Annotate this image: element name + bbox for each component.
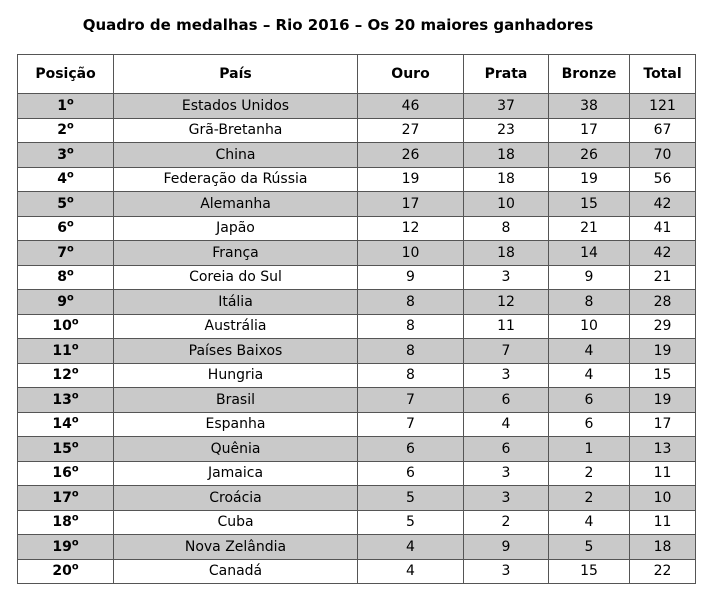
table-row [18, 241, 696, 266]
ordinal-indicator: o [67, 243, 74, 255]
cell-ouro: 4 [358, 559, 464, 584]
table-header [18, 55, 696, 94]
cell-prata: 7 [464, 339, 549, 364]
cell-prata: 37 [464, 94, 549, 119]
cell-bronze: 19 [549, 167, 630, 192]
cell-pais: Cuba [114, 510, 358, 535]
cell-ouro: 27 [358, 118, 464, 143]
cell-posicao [18, 265, 114, 290]
cell-prata: 23 [464, 118, 549, 143]
cell-pais: Brasil [114, 388, 358, 413]
ordinal-indicator: o [71, 463, 79, 475]
cell-total: 67 [630, 118, 696, 143]
cell-ouro: 9 [358, 265, 464, 290]
table-title: Quadro de medalhas – Rio 2016 – Os 20 maiores ganhadores [82, 16, 594, 34]
cell-posicao [18, 118, 114, 143]
cell-total: 29 [630, 314, 696, 339]
cell-bronze: 6 [549, 412, 630, 437]
cell-bronze: 5 [549, 535, 630, 560]
cell-bronze: 10 [549, 314, 630, 339]
cell-total: 70 [630, 143, 696, 168]
cell-ouro: 5 [358, 510, 464, 535]
cell-posicao [18, 290, 114, 315]
cell-total: 11 [630, 510, 696, 535]
table-row [18, 510, 696, 535]
cell-pais: Grã-Bretanha [114, 118, 358, 143]
cell-posicao [18, 363, 114, 388]
position-number: 14 [52, 416, 72, 433]
table-row [18, 388, 696, 413]
cell-prata: 9 [464, 535, 549, 560]
cell-ouro: 5 [358, 486, 464, 511]
cell-posicao [18, 486, 114, 511]
table-row [18, 216, 696, 241]
cell-ouro: 8 [358, 339, 464, 364]
ordinal-indicator: o [67, 292, 74, 304]
cell-total: 19 [630, 388, 696, 413]
ordinal-indicator: o [71, 341, 79, 353]
position-number: 11 [52, 342, 72, 359]
table-row [18, 363, 696, 388]
ordinal-indicator: o [67, 96, 74, 108]
cell-posicao [18, 167, 114, 192]
cell-total: 17 [630, 412, 696, 437]
cell-posicao [18, 535, 114, 560]
cell-posicao [18, 510, 114, 535]
cell-bronze: 21 [549, 216, 630, 241]
header-row [18, 55, 696, 94]
cell-pais: Alemanha [114, 192, 358, 217]
cell-prata: 3 [464, 559, 549, 584]
table-row [18, 192, 696, 217]
position-number: 1 [57, 97, 67, 114]
cell-bronze: 8 [549, 290, 630, 315]
table-body [18, 94, 696, 584]
cell-posicao [18, 412, 114, 437]
cell-total: 11 [630, 461, 696, 486]
cell-total: 42 [630, 241, 696, 266]
position-number: 2 [57, 122, 67, 139]
table-row [18, 265, 696, 290]
cell-total: 15 [630, 363, 696, 388]
cell-ouro: 19 [358, 167, 464, 192]
cell-prata: 3 [464, 265, 549, 290]
ordinal-indicator: o [71, 488, 79, 500]
table-row [18, 437, 696, 462]
cell-total: 121 [630, 94, 696, 119]
cell-total: 42 [630, 192, 696, 217]
cell-bronze: 14 [549, 241, 630, 266]
cell-posicao [18, 388, 114, 413]
cell-ouro: 12 [358, 216, 464, 241]
cell-pais: Estados Unidos [114, 94, 358, 119]
ordinal-indicator: o [71, 537, 79, 549]
cell-ouro: 17 [358, 192, 464, 217]
cell-bronze: 9 [549, 265, 630, 290]
ordinal-indicator: o [71, 365, 79, 377]
cell-bronze: 4 [549, 510, 630, 535]
ordinal-indicator: o [71, 390, 79, 402]
table-row [18, 290, 696, 315]
ordinal-indicator: o [71, 316, 79, 328]
cell-ouro: 10 [358, 241, 464, 266]
cell-prata: 8 [464, 216, 549, 241]
cell-total: 22 [630, 559, 696, 584]
cell-total: 28 [630, 290, 696, 315]
cell-posicao [18, 192, 114, 217]
table-row [18, 486, 696, 511]
cell-bronze: 4 [549, 363, 630, 388]
cell-total: 13 [630, 437, 696, 462]
cell-prata: 6 [464, 437, 549, 462]
cell-posicao [18, 94, 114, 119]
ordinal-indicator: o [67, 267, 74, 279]
cell-bronze: 2 [549, 461, 630, 486]
cell-prata: 12 [464, 290, 549, 315]
cell-ouro: 8 [358, 290, 464, 315]
position-number: 8 [57, 269, 67, 286]
cell-pais: Hungria [114, 363, 358, 388]
ordinal-indicator: o [67, 120, 74, 132]
cell-bronze: 6 [549, 388, 630, 413]
position-number: 12 [52, 367, 72, 384]
table-row [18, 143, 696, 168]
position-number: 15 [52, 440, 72, 457]
ordinal-indicator: o [71, 561, 79, 573]
table-row [18, 94, 696, 119]
cell-posicao [18, 559, 114, 584]
cell-pais: Canadá [114, 559, 358, 584]
cell-total: 19 [630, 339, 696, 364]
cell-pais: Quênia [114, 437, 358, 462]
cell-ouro: 7 [358, 388, 464, 413]
header-posicao: Posição [18, 55, 114, 94]
cell-prata: 4 [464, 412, 549, 437]
cell-bronze: 15 [549, 192, 630, 217]
cell-total: 41 [630, 216, 696, 241]
cell-posicao [18, 241, 114, 266]
ordinal-indicator: o [71, 512, 79, 524]
cell-prata: 3 [464, 461, 549, 486]
position-number: 3 [57, 146, 67, 163]
cell-prata: 18 [464, 167, 549, 192]
cell-posicao [18, 339, 114, 364]
cell-posicao [18, 143, 114, 168]
position-number: 4 [57, 171, 67, 188]
cell-pais: Federação da Rússia [114, 167, 358, 192]
position-number: 5 [57, 195, 67, 212]
ordinal-indicator: o [67, 218, 74, 230]
position-number: 10 [52, 318, 72, 335]
cell-pais: Itália [114, 290, 358, 315]
cell-ouro: 8 [358, 314, 464, 339]
position-number: 17 [52, 489, 72, 506]
cell-prata: 18 [464, 241, 549, 266]
cell-posicao [18, 461, 114, 486]
cell-prata: 6 [464, 388, 549, 413]
header-total: Total [630, 55, 696, 94]
cell-pais: Jamaica [114, 461, 358, 486]
cell-total: 18 [630, 535, 696, 560]
position-number: 18 [52, 514, 72, 531]
cell-pais: China [114, 143, 358, 168]
position-number: 16 [52, 465, 72, 482]
table-row [18, 559, 696, 584]
cell-pais: Coreia do Sul [114, 265, 358, 290]
cell-prata: 11 [464, 314, 549, 339]
table-row [18, 412, 696, 437]
table-row [18, 167, 696, 192]
ordinal-indicator: o [67, 145, 74, 157]
cell-ouro: 26 [358, 143, 464, 168]
cell-ouro: 46 [358, 94, 464, 119]
ordinal-indicator: o [67, 194, 74, 206]
cell-total: 10 [630, 486, 696, 511]
header-ouro: Ouro [358, 55, 464, 94]
ordinal-indicator: o [71, 439, 79, 451]
position-number: 19 [52, 538, 72, 555]
table-row [18, 118, 696, 143]
cell-pais: Japão [114, 216, 358, 241]
cell-bronze: 26 [549, 143, 630, 168]
cell-bronze: 38 [549, 94, 630, 119]
cell-prata: 2 [464, 510, 549, 535]
cell-ouro: 6 [358, 461, 464, 486]
cell-posicao [18, 437, 114, 462]
cell-bronze: 4 [549, 339, 630, 364]
position-number: 13 [52, 391, 72, 408]
cell-pais: Croácia [114, 486, 358, 511]
cell-pais: Nova Zelândia [114, 535, 358, 560]
cell-pais: Austrália [114, 314, 358, 339]
position-number: 7 [57, 244, 67, 261]
cell-bronze: 15 [549, 559, 630, 584]
cell-bronze: 17 [549, 118, 630, 143]
cell-total: 21 [630, 265, 696, 290]
header-bronze: Bronze [549, 55, 630, 94]
ordinal-indicator: o [67, 169, 74, 181]
cell-prata: 3 [464, 363, 549, 388]
cell-ouro: 7 [358, 412, 464, 437]
cell-prata: 10 [464, 192, 549, 217]
cell-ouro: 6 [358, 437, 464, 462]
cell-total: 56 [630, 167, 696, 192]
cell-ouro: 8 [358, 363, 464, 388]
table-row [18, 461, 696, 486]
table-row [18, 535, 696, 560]
cell-pais: Espanha [114, 412, 358, 437]
cell-bronze: 1 [549, 437, 630, 462]
cell-ouro: 4 [358, 535, 464, 560]
table-row [18, 314, 696, 339]
table-row [18, 339, 696, 364]
cell-prata: 3 [464, 486, 549, 511]
ordinal-indicator: o [71, 414, 79, 426]
header-pais: País [114, 55, 358, 94]
cell-pais: França [114, 241, 358, 266]
cell-posicao [18, 314, 114, 339]
cell-posicao [18, 216, 114, 241]
medal-table [17, 54, 696, 584]
cell-prata: 18 [464, 143, 549, 168]
position-number: 20 [52, 563, 72, 580]
cell-pais: Países Baixos [114, 339, 358, 364]
cell-bronze: 2 [549, 486, 630, 511]
position-number: 6 [57, 220, 67, 237]
position-number: 9 [57, 293, 67, 310]
header-prata: Prata [464, 55, 549, 94]
